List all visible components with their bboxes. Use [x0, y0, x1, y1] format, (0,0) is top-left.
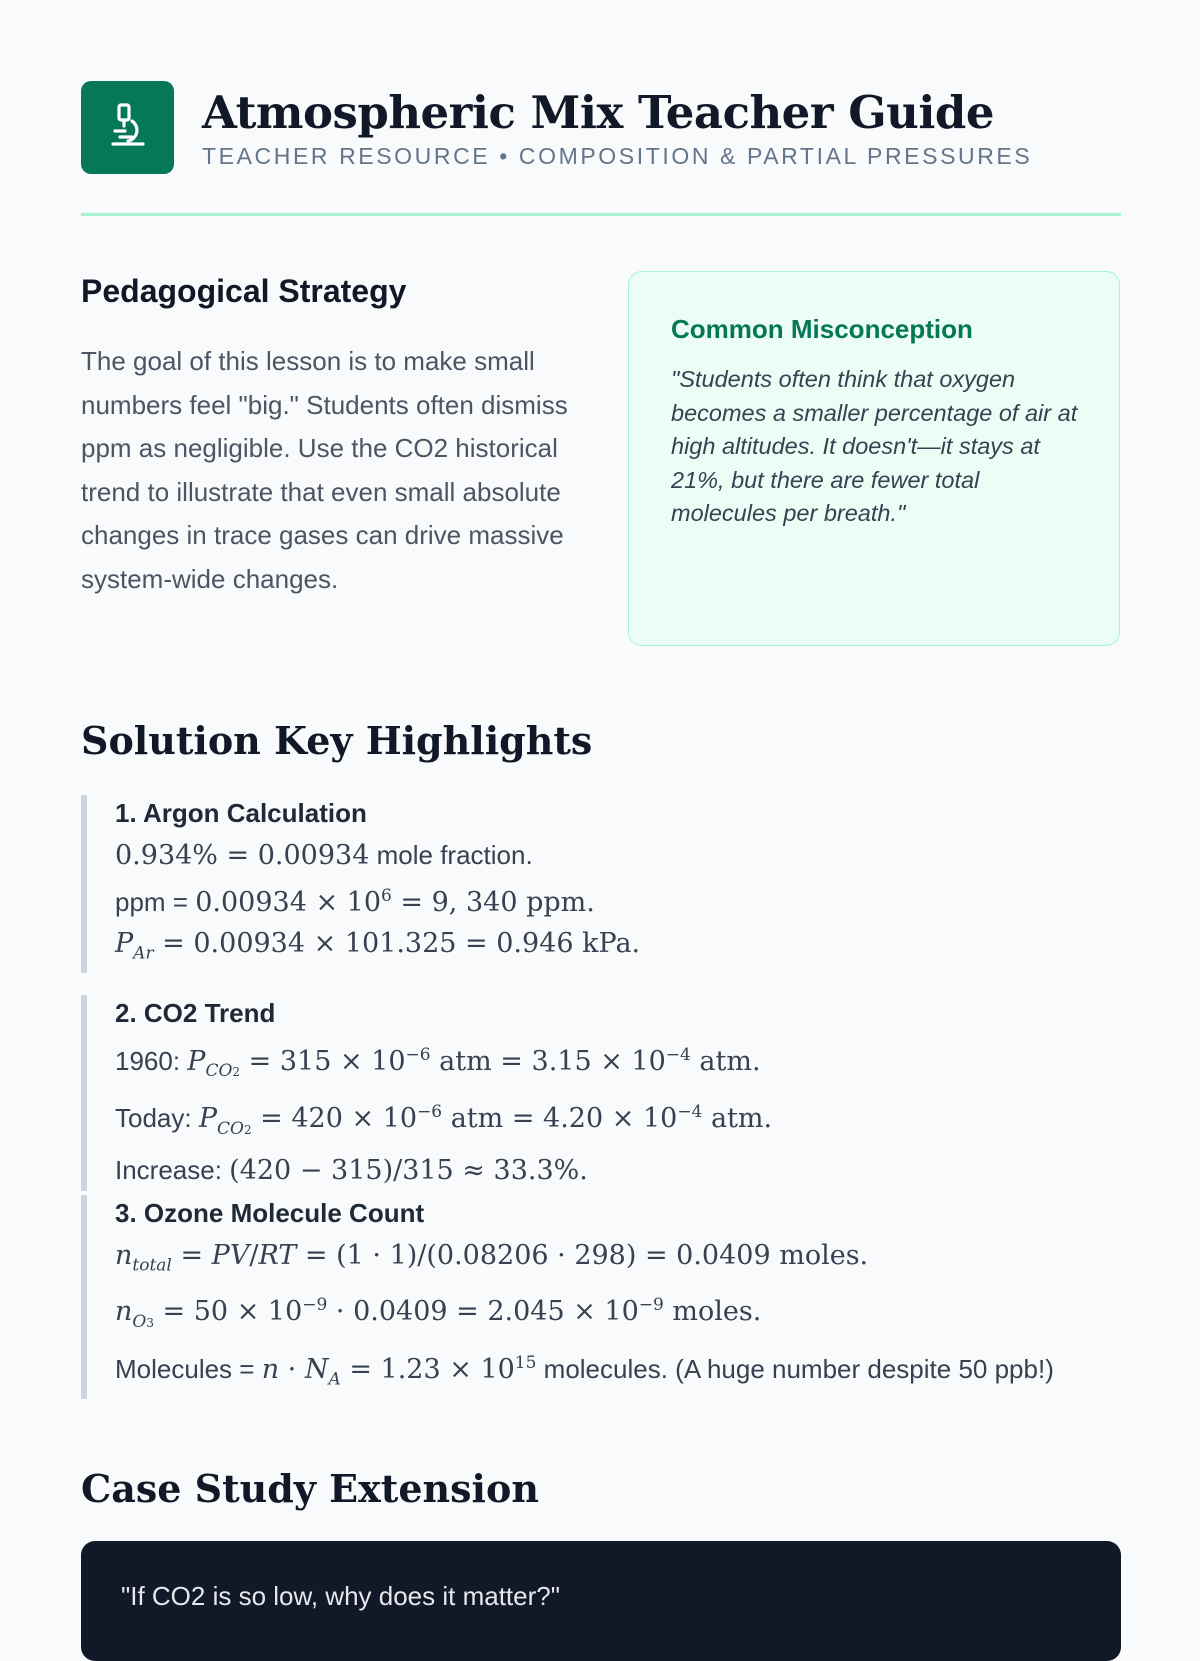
solution-title: 2. CO2 Trend: [115, 998, 276, 1028]
misconception-quote: "Students often think that oxygen becomes a smaller percentage of air at high altitudes. It doesn't—it stays at 21%, but there are fewer total molecules per breath.": [671, 366, 1078, 526]
line-text: ppm =: [115, 887, 196, 917]
solution-line: [115, 1285, 1121, 1342]
math-expression: 0.934% = 0.00934: [115, 840, 370, 871]
solution-argon: [81, 795, 1121, 973]
math-expression: $n_{O3} = 50 \times 10^{-9} \cdot 0.0409 = 2.045 \times 10^{-9}$ moles.: [115, 1295, 762, 1332]
solution-line: [115, 1150, 1121, 1191]
line-text: 1960:: [115, 1046, 188, 1076]
solution-line: [115, 923, 1121, 973]
case-study-heading: Case Study Extension: [81, 1466, 539, 1511]
solution-line: [115, 835, 1121, 876]
math-expression: $0.00934 \times 10^6 = 9$, 340 ppm.: [195, 886, 595, 918]
strategy-section: [81, 273, 581, 601]
solution-ozone: [81, 1195, 1121, 1399]
misconception-callout: [628, 271, 1120, 646]
misconception-heading: Common Misconception: [671, 314, 973, 344]
math-expression: $P_{CO2} = 315 \times 10^{-6}$ atm = $3.15 \times 10^{-4}$ atm.: [187, 1045, 761, 1082]
line-text: Molecules =: [115, 1353, 262, 1384]
math-expression: $n \cdot N_A = 1.23 \times 10^{15}$: [261, 1352, 537, 1390]
solution-line: [115, 1235, 1121, 1285]
logo: [81, 81, 174, 174]
solution-line: [115, 876, 1121, 923]
case-study-quote: "If CO2 is so low, why does it matter?": [121, 1581, 560, 1611]
header-divider: [81, 213, 1121, 216]
case-study-panel: [81, 1541, 1121, 1661]
math-expression: = 0.00934 × 101.325 = 0.946 kPa.: [162, 928, 641, 959]
solution-line: [115, 1343, 1121, 1399]
strategy-body: The goal of this lesson is to make small numbers feel "big." Students often dismiss ppm as negligible. Use the CO2 historical trend to illustrate that even small absolute changes in trace gases can drive massive system-wide changes.: [81, 346, 568, 594]
solution-co2-trend: [81, 995, 1121, 1191]
microscope-icon: [106, 101, 150, 154]
solution-line: [115, 1035, 1121, 1092]
solution-title: 1. Argon Calculation: [115, 798, 367, 828]
math-expression: $P_{Ar}$: [115, 928, 154, 964]
math-expression: $P_{CO2} = 420 \times 10^{-6}$ atm = $4.20 \times 10^{-4}$ atm.: [198, 1102, 773, 1139]
page-subtitle: TEACHER RESOURCE • COMPOSITION & PARTIAL PRESSURES: [202, 143, 1033, 169]
header: [81, 81, 1121, 174]
solution-title: 3. Ozone Molecule Count: [115, 1198, 425, 1228]
solutions-heading: Solution Key Highlights: [81, 718, 593, 763]
strategy-heading: Pedagogical Strategy: [81, 273, 407, 309]
line-text: Increase:: [115, 1154, 230, 1185]
math-expression: $n_{total} = PV/RT = (1 \cdot 1)/(0.08206 \cdot 298) = 0.0409$ moles.: [115, 1240, 869, 1276]
page-title: Atmospheric Mix Teacher Guide: [202, 86, 995, 139]
line-text: molecules. (A huge number despite 50 ppb!): [536, 1353, 1054, 1384]
solution-line: [115, 1092, 1121, 1149]
line-text: Today:: [115, 1103, 199, 1134]
line-text: mole fraction.: [369, 840, 533, 870]
math-expression: (420 − 315)/315 ≈ 33.3%.: [229, 1154, 588, 1186]
